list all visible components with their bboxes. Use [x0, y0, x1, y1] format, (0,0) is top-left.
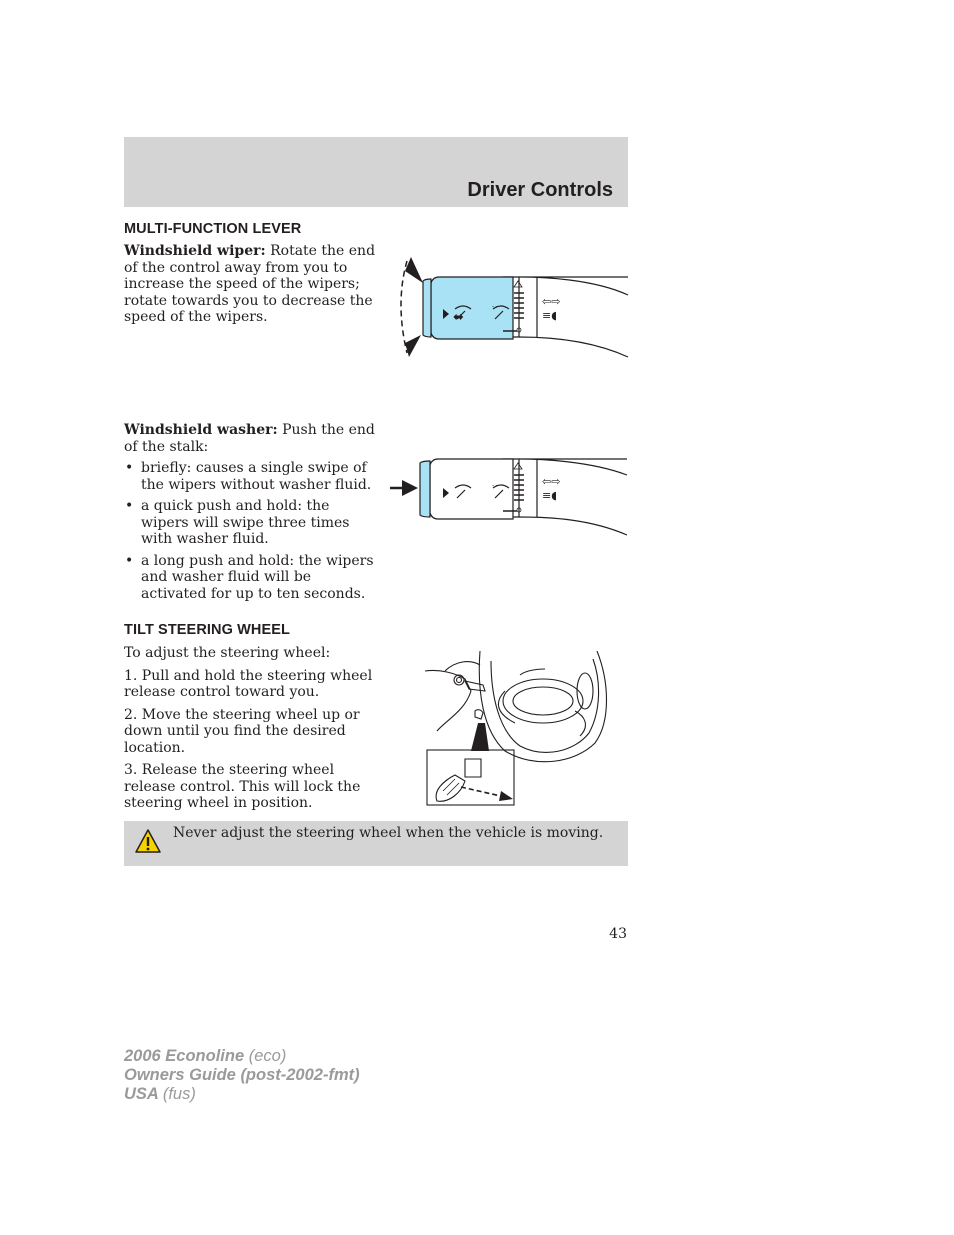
- washer-section: [124, 422, 376, 602]
- footer-model-code: (eco): [248, 1047, 287, 1065]
- section-title: Driver Controls: [467, 179, 613, 201]
- list-item: • a quick push and hold: the wipers will swipe three times with washer fluid.: [124, 498, 376, 548]
- document-footer: [124, 1047, 360, 1104]
- washer-label: Windshield washer:: [124, 422, 278, 438]
- warning-box: [124, 821, 628, 866]
- footer-market-code: (fus): [162, 1085, 196, 1103]
- page-number: 43: [609, 926, 627, 942]
- svg-text:⬌: ⬌: [453, 310, 464, 325]
- tilt-step: 2. Move the steering wheel up or down until you find the desired location.: [124, 706, 360, 756]
- tilt-steering-illustration: [425, 651, 611, 809]
- svg-text:⇦⇨: ⇦⇨: [542, 475, 561, 488]
- wiper-paragraph: [124, 243, 376, 326]
- tilt-intro: To adjust the steering wheel:: [124, 645, 331, 661]
- washer-bullet-list: [124, 460, 376, 602]
- tilt-step: 1. Pull and hold the steering wheel release control toward you.: [124, 667, 373, 700]
- tilt-heading: TILT STEERING WHEEL: [124, 622, 290, 638]
- svg-text:- - -: - - -: [492, 482, 503, 489]
- svg-text:⇦⇨: ⇦⇨: [542, 295, 561, 308]
- washer-push-illustration: [390, 455, 630, 537]
- svg-text:- - -: - - -: [492, 303, 503, 310]
- section-header-band: [124, 137, 628, 207]
- tilt-section: [124, 645, 376, 812]
- tilt-step: 3. Release the steering wheel release control. This will lock the steering wheel in position.: [124, 762, 361, 811]
- svg-text:≡◖: ≡◖: [542, 309, 558, 322]
- wiper-rotate-illustration: [393, 253, 631, 361]
- footer-model: 2006 Econoline: [124, 1047, 245, 1065]
- footer-market: USA: [124, 1085, 159, 1103]
- footer-guide: Owners Guide (post-2002-fmt): [124, 1066, 360, 1084]
- list-item: • a long push and hold: the wipers and washer fluid will be activated for up to ten seconds.: [124, 553, 376, 603]
- wiper-label: Windshield wiper:: [124, 243, 266, 259]
- list-item: • briefly: causes a single swipe of the wipers without washer fluid.: [124, 460, 376, 493]
- washer-text: Push the end of the stalk:: [124, 422, 375, 455]
- warning-text: Never adjust the steering wheel when the vehicle is moving.: [173, 825, 604, 841]
- svg-text:≡◖: ≡◖: [542, 489, 558, 502]
- multi-function-heading: MULTI-FUNCTION LEVER: [124, 221, 302, 237]
- warning-triangle-icon: [134, 828, 162, 854]
- wiper-text: Rotate the end of the control away from you to increase the speed of the wipers; rotate towards you to decrease the speed of the wipers.: [124, 243, 376, 325]
